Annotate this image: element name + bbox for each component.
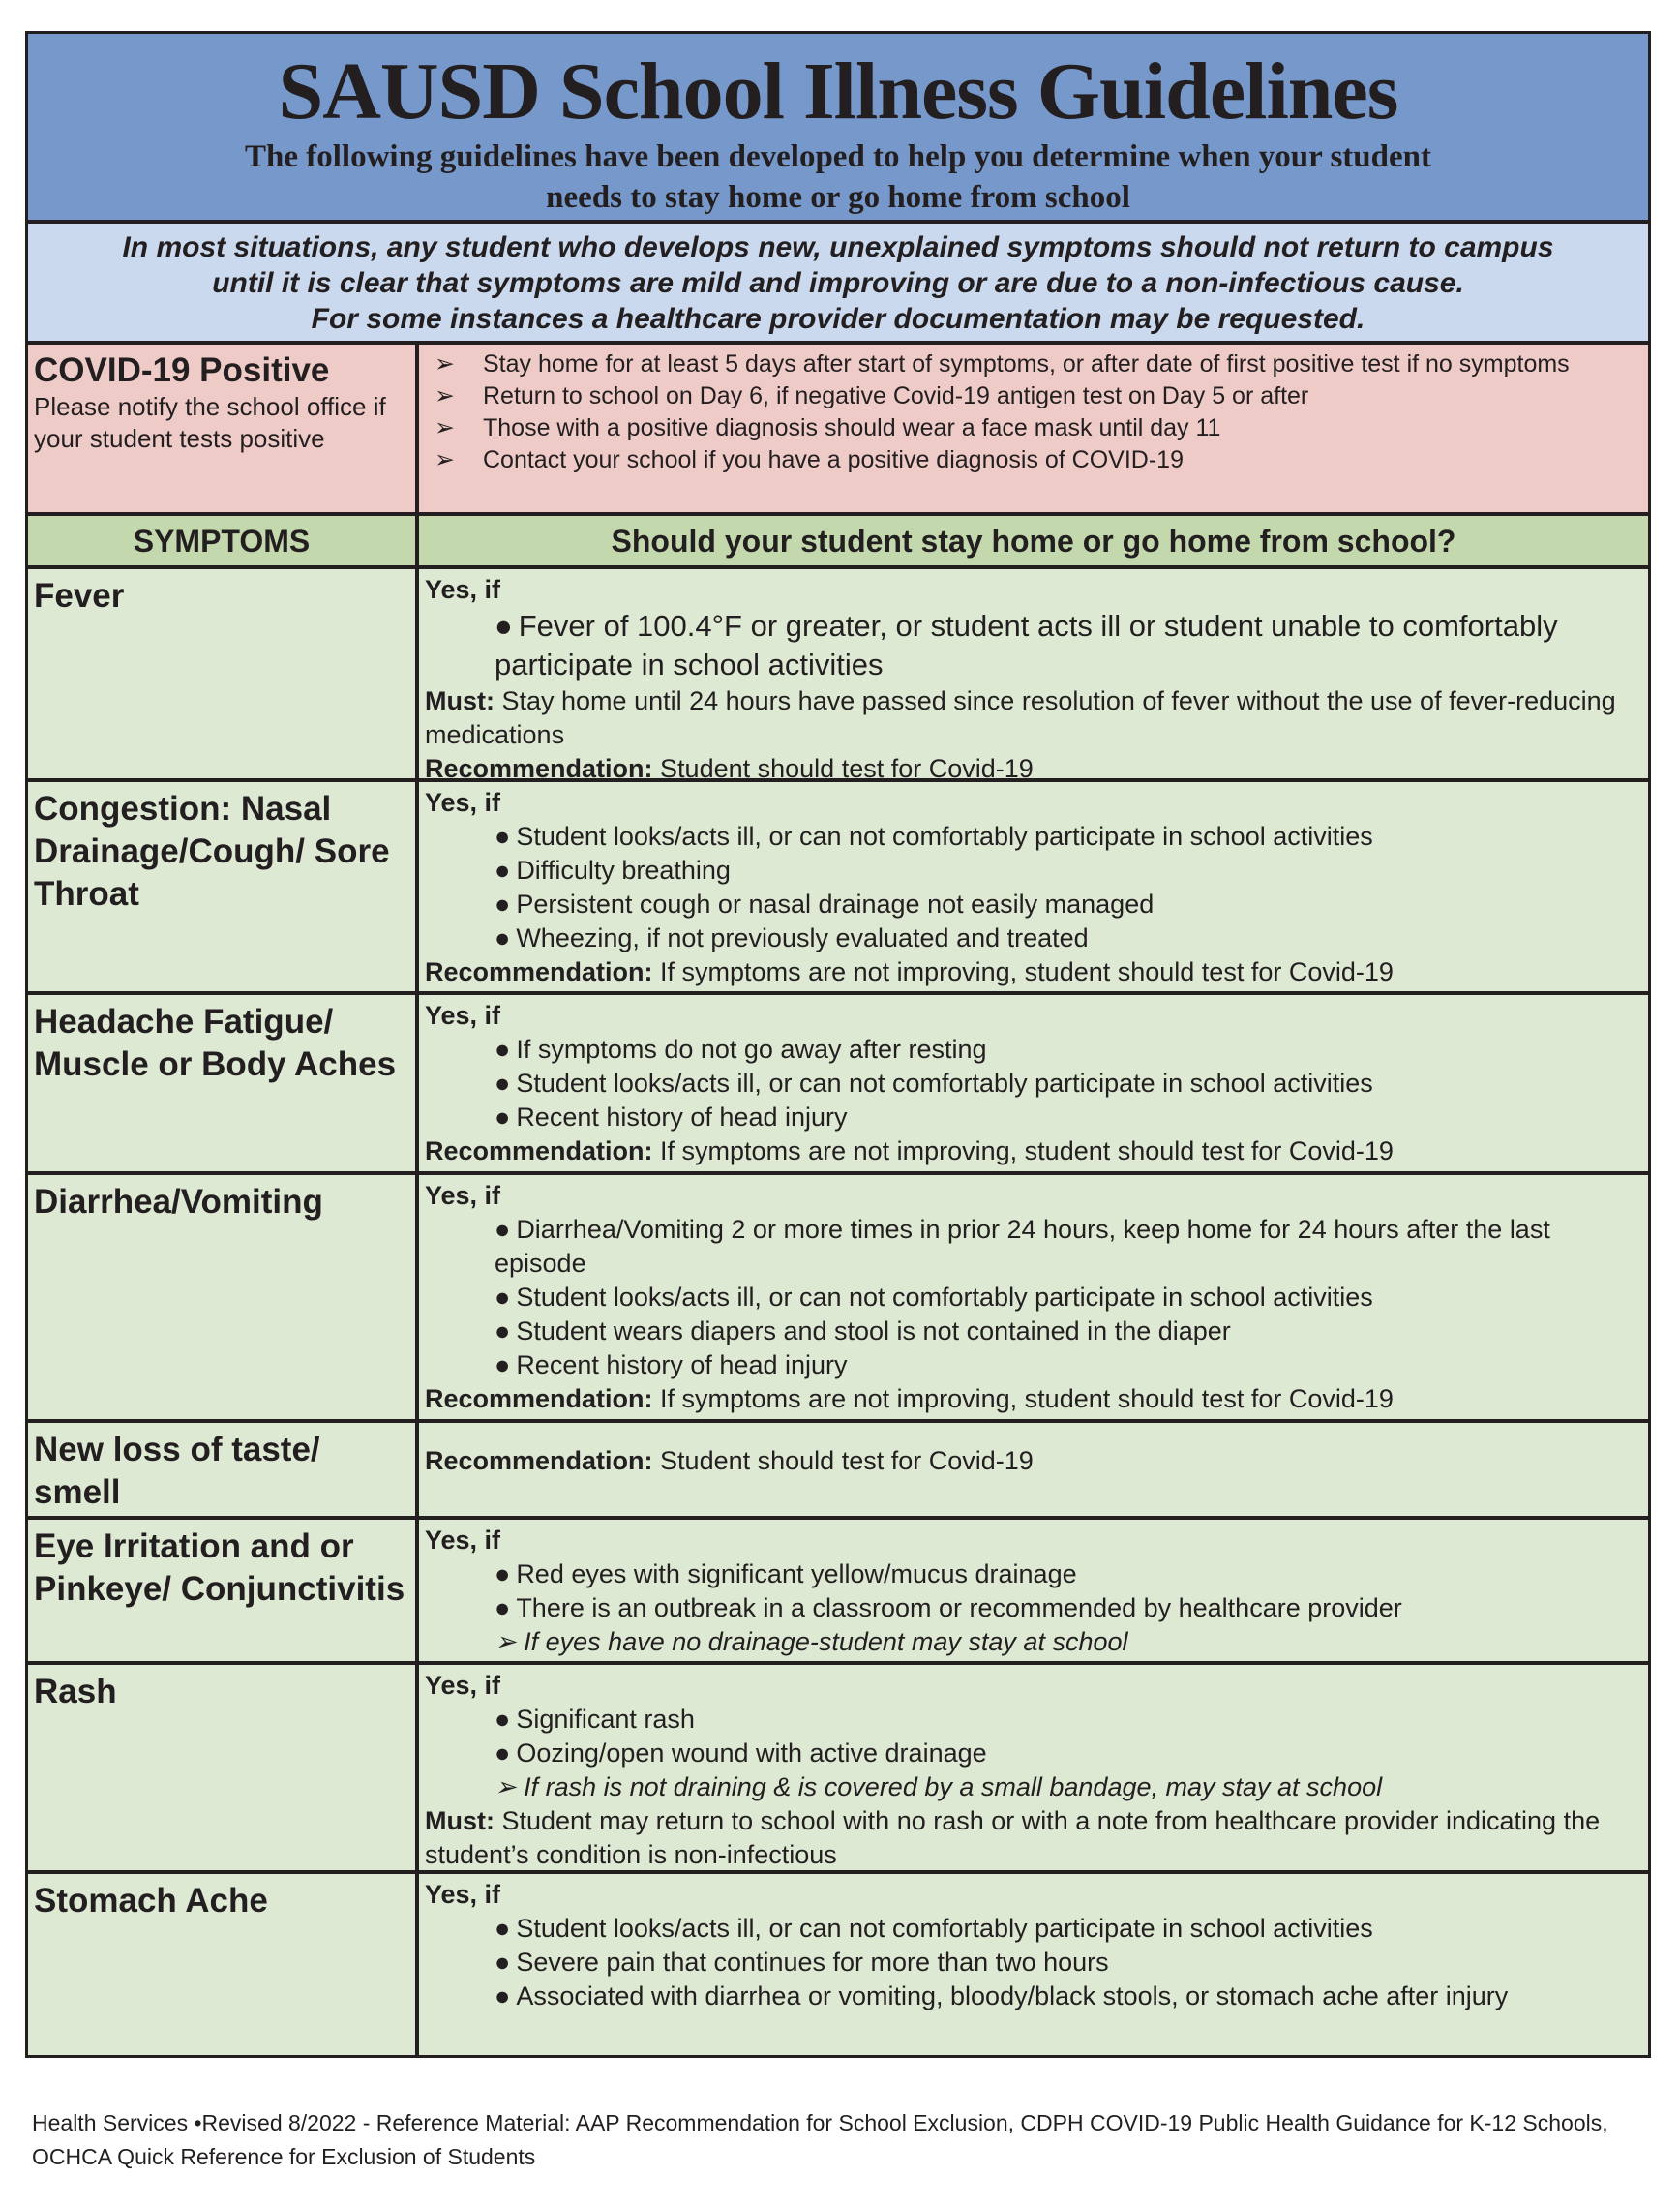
bullet-icon: ● [495, 1035, 511, 1064]
table-row [28, 995, 1648, 1175]
covid-label-cell [28, 345, 419, 512]
must-text: Student may return to school with no rash or with a note from healthcare provider indicating the student’s condition is non-infectious [425, 1806, 1601, 1869]
yes-if-label: Yes, if [425, 1526, 501, 1555]
yes-if-label: Yes, if [425, 575, 501, 604]
bullet-icon: ● [495, 1069, 511, 1098]
guidance-cell [419, 1665, 1648, 1870]
bullet-icon: ● [495, 1283, 511, 1312]
bullet-text: Wheezing, if not previously evaluated and treated [516, 923, 1089, 952]
recommendation-line [425, 1444, 1642, 1478]
yes-if-label: Yes, if [425, 788, 501, 817]
note-line: In most situations, any student who develops new, unexplained symptoms should not return to campus [122, 231, 1554, 263]
recommendation-text: If symptoms are not improving, student should test for Covid-19 [660, 1384, 1394, 1413]
note-text: If eyes have no drainage-student may stay at school [524, 1627, 1128, 1656]
bullet-icon: ● [495, 1316, 511, 1345]
note-line: For some instances a healthcare provider documentation may be requested. [311, 303, 1365, 335]
subtitle [28, 136, 1648, 218]
bullet-text: Diarrhea/Vomiting 2 or more times in prior 24 hours, keep home for 24 hours after the last episode [495, 1215, 1550, 1278]
bullet-icon: ● [495, 1593, 511, 1622]
subtitle-line: The following guidelines have been developed to help you determine when your student [245, 139, 1431, 174]
table-row [28, 1520, 1648, 1665]
bullet-item [425, 1703, 1642, 1737]
covid-heading: COVID-19 Positive [34, 351, 330, 389]
bullet-icon: ● [495, 1559, 511, 1588]
recommendation-label: Recommendation: [425, 1384, 653, 1413]
yes-if-label: Yes, if [425, 1671, 501, 1700]
recommendation-line [425, 1382, 1642, 1416]
guidance-cell [419, 1423, 1648, 1516]
bullet-text: Student looks/acts ill, or can not comfortably participate in school activities [516, 1914, 1373, 1943]
bullet-text: Stay home for at least 5 days after start of symptoms, or after date of first positive test if no symptoms [483, 350, 1570, 378]
bullet-text: There is an outbreak in a classroom or recommended by healthcare provider [516, 1593, 1402, 1622]
covid-row [28, 345, 1648, 516]
bullet-item [425, 1591, 1642, 1625]
bullet-text: Significant rash [516, 1705, 695, 1734]
bullet-icon: ● [495, 1738, 511, 1768]
recommendation-label: Recommendation: [425, 1446, 653, 1475]
guidance-cell [419, 782, 1648, 991]
bullet-item [425, 607, 1642, 684]
recommendation-text: Student should test for Covid-19 [660, 1446, 1034, 1475]
bullet-item [425, 1557, 1642, 1591]
bullet-item [425, 1101, 1642, 1134]
bullet-item [425, 1737, 1642, 1770]
bullet-icon: ● [495, 1350, 511, 1379]
bullet-icon: ● [495, 822, 511, 851]
covid-bullet [425, 380, 1642, 412]
bullet-text: Student looks/acts ill, or can not comfortably participate in school activities [516, 1283, 1373, 1312]
bullet-text: Difficulty breathing [516, 856, 731, 885]
covid-bullet [425, 444, 1642, 476]
bullet-icon: ● [495, 1948, 511, 1977]
bullet-icon: ● [495, 1103, 511, 1132]
recommendation-line [425, 955, 1642, 989]
bullet-icon: ● [495, 1705, 511, 1734]
footer: Health Services •Revised 8/2022 - Reference Material: AAP Recommendation for School Exclusion, CDPH COVID-19 Public Health Guidance for K-12 Schools, OCHCA Quick Reference for Exclusion of Students [32, 2110, 1608, 2169]
recommendation-line [425, 752, 1642, 786]
recommendation-text: If symptoms are not improving, student should test for Covid-19 [660, 1136, 1394, 1165]
bullet-item [425, 1946, 1642, 1980]
must-line [425, 1804, 1642, 1872]
symptom-name: Headache Fatigue/ Muscle or Body Aches [28, 995, 419, 1171]
must-label: Must: [425, 1806, 495, 1835]
symptom-name: Diarrhea/Vomiting [28, 1175, 419, 1419]
header-question: Should your student stay home or go home from school? [611, 524, 1456, 559]
covid-bullet [425, 348, 1642, 380]
bullet-text: Fever of 100.4°F or greater, or student acts ill or student unable to comfortably participate in school activities [495, 609, 1558, 681]
guidelines-sheet [25, 31, 1651, 2058]
arrow-icon: ➢ [435, 446, 455, 473]
recommendation-text: Student should test for Covid-19 [660, 754, 1034, 783]
bullet-item [425, 1213, 1642, 1281]
arrow-icon: ➢ [435, 350, 455, 378]
table-row [28, 1874, 1648, 2055]
bullet-icon: ● [495, 856, 511, 885]
symptom-name: Fever [28, 569, 419, 778]
recommendation-label: Recommendation: [425, 754, 653, 783]
symptom-name: Congestion: Nasal Drainage/Cough/ Sore Throat [28, 782, 419, 991]
bullet-item [425, 854, 1642, 888]
header-symptoms: SYMPTOMS [28, 516, 419, 565]
must-label: Must: [425, 686, 495, 715]
symptom-name: Stomach Ache [28, 1874, 419, 2055]
symptom-name: Rash [28, 1665, 419, 1870]
subtitle-line: needs to stay home or go home from school [546, 180, 1130, 215]
bullet-item [425, 820, 1642, 854]
bullet-item [425, 888, 1642, 922]
bullet-text: Student wears diapers and stool is not contained in the diaper [516, 1316, 1231, 1345]
general-note [28, 224, 1648, 345]
recommendation-label: Recommendation: [425, 957, 653, 986]
bullet-text: If symptoms do not go away after resting [516, 1035, 987, 1064]
arrow-icon: ➢ [495, 1772, 517, 1801]
arrow-icon: ➢ [435, 414, 455, 441]
bullet-text: Those with a positive diagnosis should wear a face mask until day 11 [483, 414, 1221, 441]
bullet-text: Persistent cough or nasal drainage not easily managed [516, 890, 1155, 919]
guidance-cell [419, 1175, 1648, 1419]
yes-if-label: Yes, if [425, 1880, 501, 1909]
bullet-text: Recent history of head injury [516, 1350, 848, 1379]
table-row [28, 569, 1648, 782]
bullet-item [425, 1912, 1642, 1946]
bullet-text: Return to school on Day 6, if negative Covid-19 antigen test on Day 5 or after [483, 382, 1309, 409]
covid-instructions [419, 345, 1648, 512]
bullet-icon: ● [495, 890, 511, 919]
bullet-item [425, 922, 1642, 955]
must-text: Stay home until 24 hours have passed since resolution of fever without the use of fever-reducing medications [425, 686, 1616, 749]
bullet-item [425, 1067, 1642, 1101]
guidance-cell [419, 1520, 1648, 1661]
covid-bullet [425, 412, 1642, 444]
guidance-cell [419, 995, 1648, 1171]
yes-if-label: Yes, if [425, 1181, 501, 1210]
title-band [28, 34, 1648, 224]
table-row [28, 1665, 1648, 1874]
guidance-cell [419, 569, 1648, 783]
bullet-icon: ● [495, 1914, 511, 1943]
bullet-text: Contact your school if you have a positive diagnosis of COVID-19 [483, 446, 1184, 473]
symptom-name: New loss of taste/ smell [28, 1423, 419, 1516]
bullet-text: Red eyes with significant yellow/mucus drainage [516, 1559, 1077, 1588]
guidance-cell [419, 1874, 1648, 2055]
table-row [28, 1423, 1648, 1520]
note-text: If rash is not draining & is covered by a small bandage, may stay at school [524, 1772, 1383, 1801]
recommendation-text: If symptoms are not improving, student should test for Covid-19 [660, 957, 1394, 986]
bullet-item [425, 1315, 1642, 1348]
arrow-icon: ➢ [435, 382, 455, 409]
bullet-item [425, 1348, 1642, 1382]
recommendation-line [425, 1134, 1642, 1168]
table-header [28, 516, 1648, 569]
bullet-icon: ● [495, 1981, 511, 2010]
arrow-icon: ➢ [495, 1627, 517, 1656]
bullet-text: Student looks/acts ill, or can not comfortably participate in school activities [516, 1069, 1373, 1098]
bullet-text: Associated with diarrhea or vomiting, bloody/black stools, or stomach ache after injury [516, 1981, 1509, 2010]
symptom-name: Eye Irritation and or Pinkeye/ Conjunctivitis [28, 1520, 419, 1661]
table-row [28, 782, 1648, 995]
bullet-text: Severe pain that continues for more than two hours [516, 1948, 1109, 1977]
note-item [425, 1770, 1642, 1804]
table-row [28, 1175, 1648, 1423]
yes-if-label: Yes, if [425, 1001, 501, 1030]
bullet-icon: ● [495, 923, 511, 952]
note-line: until it is clear that symptoms are mild and improving or are due to a non-infectious cause. [212, 267, 1464, 299]
bullet-text: Oozing/open wound with active drainage [516, 1738, 987, 1768]
bullet-item [425, 1980, 1642, 2013]
bullet-text: Recent history of head injury [516, 1103, 848, 1132]
covid-subtext: Please notify the school office if your student tests positive [34, 392, 386, 453]
bullet-text: Student looks/acts ill, or can not comfortably participate in school activities [516, 822, 1373, 851]
bullet-item [425, 1033, 1642, 1067]
bullet-icon: ● [495, 609, 513, 643]
recommendation-label: Recommendation: [425, 1136, 653, 1165]
bullet-icon: ● [495, 1215, 511, 1244]
note-item [425, 1625, 1642, 1659]
page-title: SAUSD School Illness Guidelines [278, 46, 1398, 136]
bullet-item [425, 1281, 1642, 1315]
must-line [425, 684, 1642, 752]
